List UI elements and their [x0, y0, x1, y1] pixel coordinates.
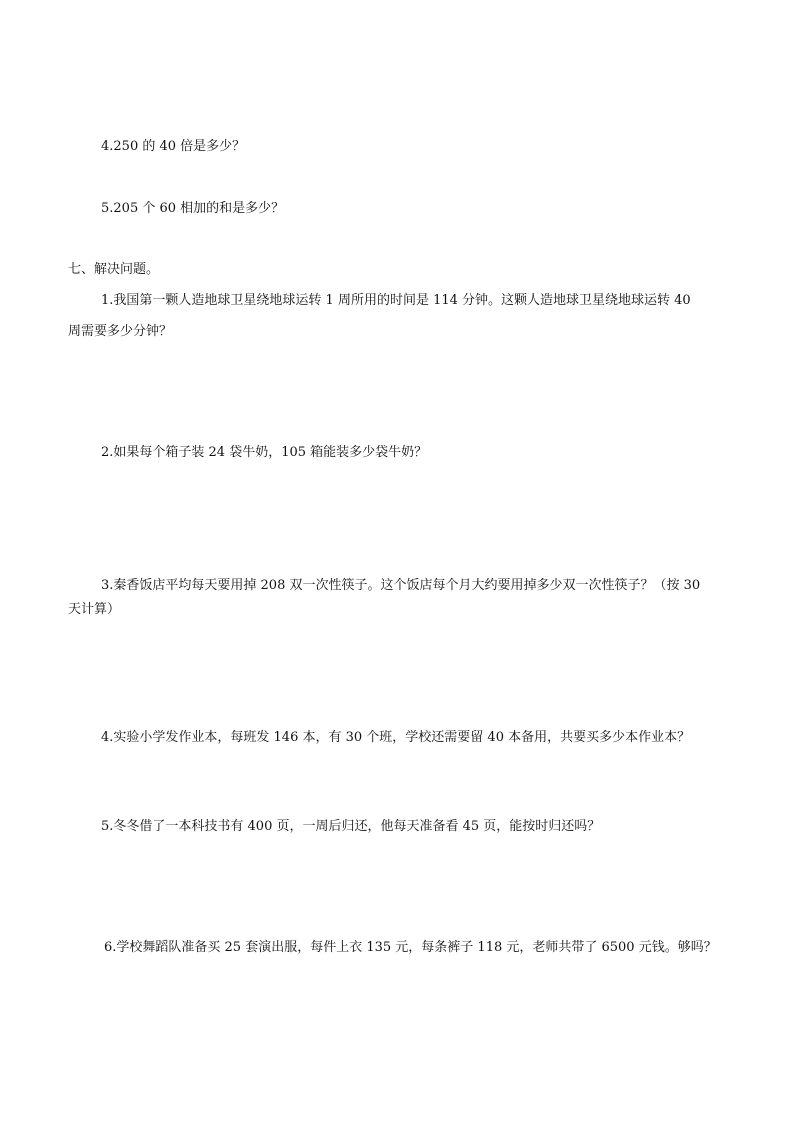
problem-1-line-2: 周需要多少分钟？: [68, 324, 173, 339]
problem-6: 6.学校舞蹈队准备买 25 套演出服，每件上衣 135 元，每条裤子 118 元，老师共带了 6500 元钱。够吗？: [104, 940, 717, 955]
question-5: 5.205 个 60 相加的和是多少？: [101, 201, 285, 216]
problem-1-line-1: 1.我国第一颗人造地球卫星绕地球运转 1 周所用的时间是 114 分钟。这颗人造地球卫星绕地球运转 40: [101, 293, 691, 308]
problem-2: 2.如果每个箱子装 24 袋牛奶，105 箱能装多少袋牛奶？: [101, 445, 428, 460]
question-4: 4.250 的 40 倍是多少？: [101, 139, 246, 154]
section-title: 七、解决问题。: [68, 262, 160, 277]
problem-3-line-1: 3.秦香饭店平均每天要用掉 208 双一次性筷子。这个饭店每个月大约要用掉多少双一次性筷子？（按 30: [101, 578, 701, 593]
problem-5: 5.冬冬借了一本科技书有 400 页，一周后归还，他每天准备看 45 页，能按时归还吗？: [101, 819, 601, 834]
problem-4: 4.实验小学发作业本，每班发 146 本，有 30 个班，学校还需要留 40 本备用，共要买多少本作业本？: [101, 730, 691, 745]
problem-3-line-2: 天计算）: [68, 602, 121, 617]
